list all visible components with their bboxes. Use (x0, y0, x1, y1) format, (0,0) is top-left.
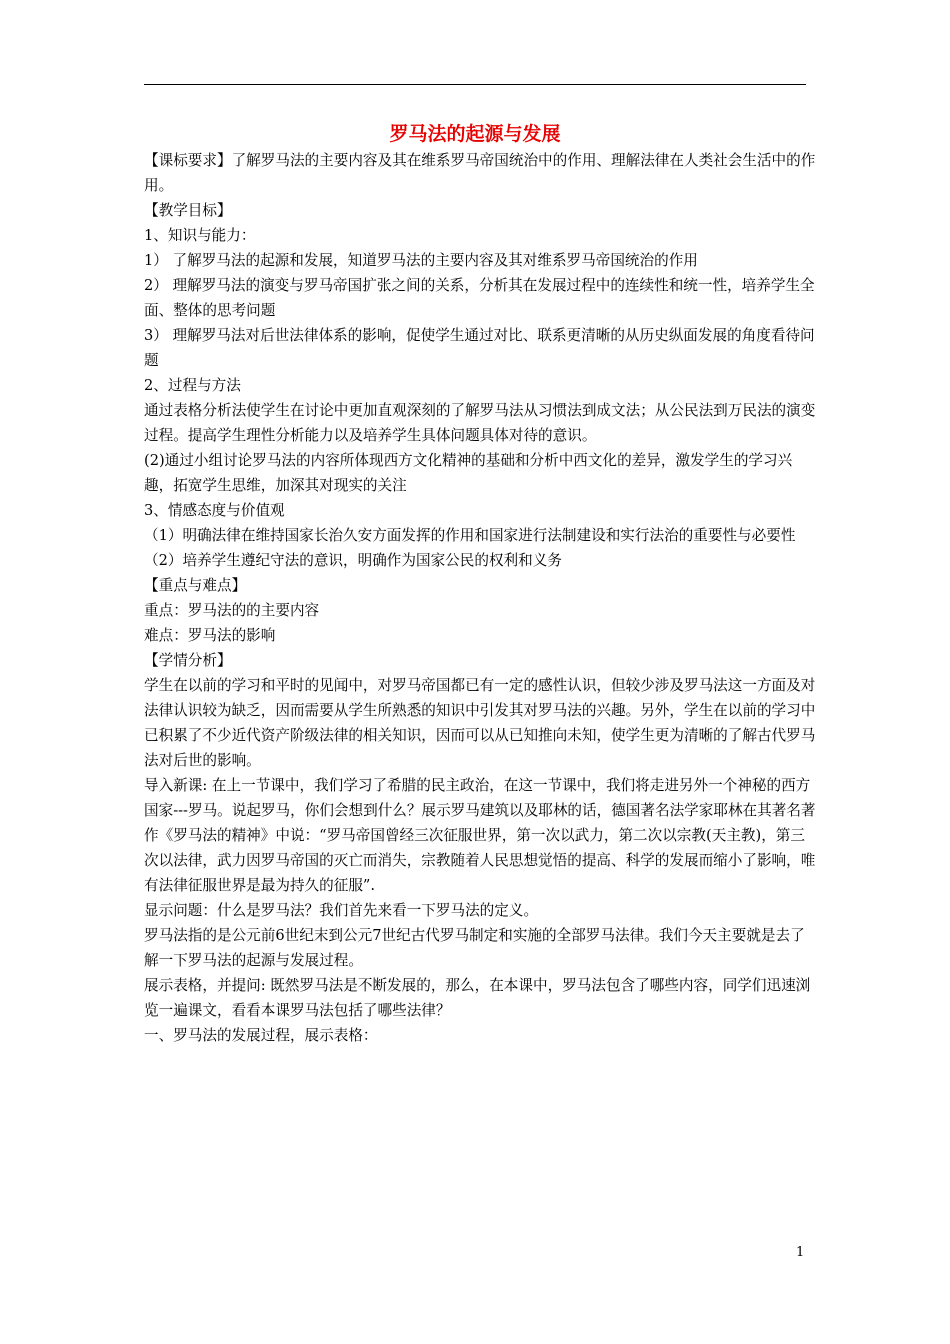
paragraph: 【重点与难点】 (144, 577, 247, 594)
paragraph: 【课标要求】了解罗马法的主要内容及其在维系罗马帝国统治中的作用、理解法律在人类社会生活中的作用。 (144, 152, 816, 194)
paragraph: 1、知识与能力： (144, 227, 256, 244)
paragraph: 重点：罗马法的的主要内容 (144, 602, 320, 619)
paragraph: 导入新课: 在上一节课中，我们学习了希腊的民主政治，在这一节课中，我们将走进另外一个神秘的西方国家---罗马。说起罗马，你们会想到什么？展示罗马建筑以及耶林的话，德国著名法学家耶林在其著名著作《罗马法的精神》中说：“罗马帝国曾经三次征服世界，第一次以武力，第二次以宗教(天主教)，第三次以法律，武力因罗马帝国的灭亡而消失，宗教随着人民思想觉悟的提高、科学的发展而缩小了影响，唯有法律征服世界是最为持久的征服”. (144, 777, 816, 894)
paragraph: 3、情感态度与价值观 (144, 502, 285, 519)
paragraph: 通过表格分析法使学生在讨论中更加直观深刻的了解罗马法从习惯法到成文法；从公民法到万民法的演变过程。提高学生理性分析能力以及培养学生具体问题具体对待的意识。 (144, 402, 816, 444)
document-body (144, 148, 816, 1048)
paragraph: 【学情分析】 (144, 652, 232, 669)
paragraph: 展示表格，并提问: 既然罗马法是不断发展的，那么，在本课中，罗马法包含了哪些内容，同学们迅速浏览一遍课文，看看本课罗马法包括了哪些法律？ (144, 977, 811, 1019)
paragraph: 学生在以前的学习和平时的见闻中，对罗马帝国都已有一定的感性认识，但较少涉及罗马法这一方面及对法律认识较为缺乏，因而需要从学生所熟悉的知识中引发其对罗马法的兴趣。另外，学生在以前的学习中已积累了不少近代资产阶级法律的相关知识，因而可以从已知推向未知，使学生更为清晰的了解古代罗马法对后世的影响。 (144, 677, 816, 769)
page-number: 1 (796, 1245, 805, 1260)
paragraph: 2、过程与方法 (144, 377, 241, 394)
paragraph: 【教学目标】 (144, 202, 232, 219)
paragraph: （1）明确法律在维持国家长治久安方面发挥的作用和国家进行法制建设和实行法治的重要性与必要性 (144, 527, 796, 544)
paragraph: 1） 了解罗马法的起源和发展，知道罗马法的主要内容及其对维系罗马帝国统治的作用 (144, 252, 698, 269)
header-rule (144, 84, 806, 85)
paragraph: 显示问题：什么是罗马法？我们首先来看一下罗马法的定义。 (144, 902, 539, 919)
paragraph: (2)通过小组讨论罗马法的内容所体现西方文化精神的基础和分析中西文化的差异，激发学生的学习兴趣，拓宽学生思维，加深其对现实的关注 (144, 452, 793, 494)
paragraph: 一、罗马法的发展过程，展示表格： (144, 1027, 378, 1044)
paragraph: 2） 理解罗马法的演变与罗马帝国扩张之间的关系，分析其在发展过程中的连续性和统一性，培养学生全面、整体的思考问题 (144, 277, 815, 319)
paragraph: 难点：罗马法的影响 (144, 627, 276, 644)
paragraph: （2）培养学生遵纪守法的意识，明确作为国家公民的权利和义务 (144, 552, 562, 569)
paragraph: 3） 理解罗马法对后世法律体系的影响，促使学生通过对比、联系更清晰的从历史纵面发展的角度看待问题 (144, 327, 815, 369)
paragraph: 罗马法指的是公元前6世纪末到公元7世纪古代罗马制定和实施的全部罗马法律。我们今天主要就是去了解一下罗马法的起源与发展过程。 (144, 927, 805, 969)
document-title: 罗马法的起源与发展 (389, 123, 561, 145)
